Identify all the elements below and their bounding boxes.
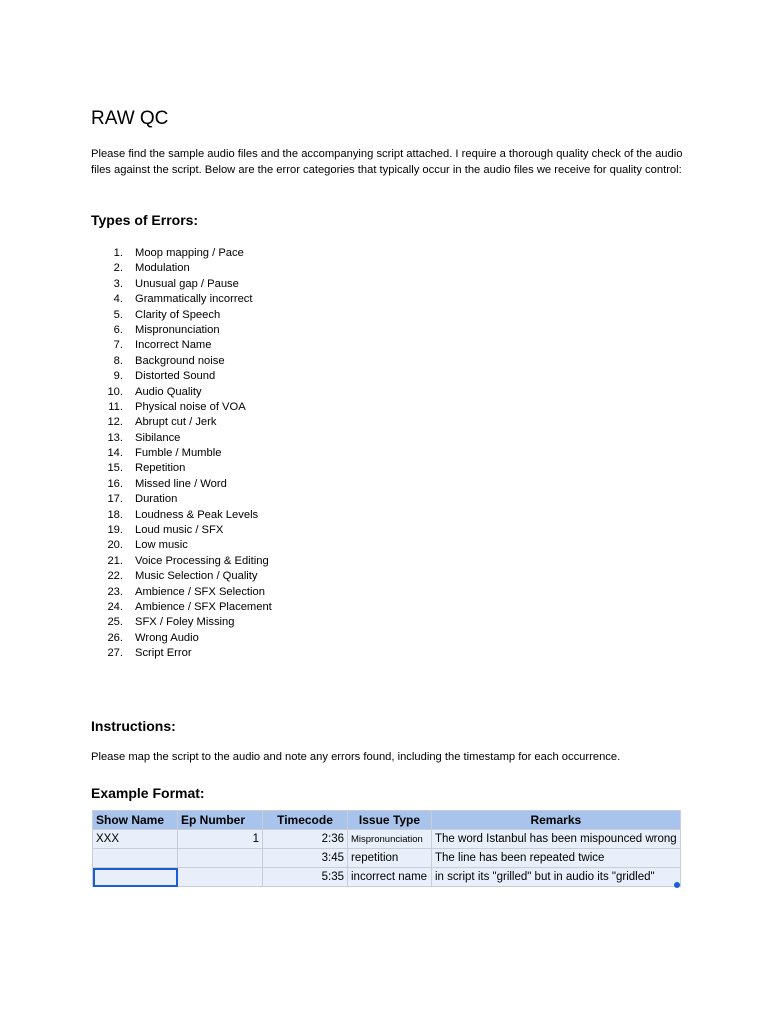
cell-remarks[interactable]: The word Istanbul has been mispounced wrong bbox=[432, 830, 681, 849]
cell-issue-type[interactable]: incorrect name bbox=[348, 868, 432, 887]
list-item-label: Abrupt cut / Jerk bbox=[135, 416, 217, 429]
table-header-row bbox=[93, 811, 681, 830]
list-item-label: Ambience / SFX Selection bbox=[135, 585, 265, 598]
header-show-name[interactable]: Show Name bbox=[93, 811, 178, 830]
list-item-number: 22. bbox=[107, 570, 123, 583]
header-issue-type[interactable]: Issue Type bbox=[348, 811, 432, 830]
list-item-number: 17. bbox=[107, 493, 123, 506]
list-item-number: 4. bbox=[113, 293, 123, 306]
list-item-label: Low music bbox=[135, 539, 188, 552]
cell-ep-number[interactable] bbox=[178, 849, 263, 868]
list-item-label: Voice Processing & Editing bbox=[135, 554, 269, 567]
list-item-number: 21. bbox=[107, 554, 123, 567]
list-item-number: 16. bbox=[107, 477, 123, 490]
list-item-number: 14. bbox=[107, 447, 123, 460]
list-item-label: Audio Quality bbox=[135, 385, 202, 398]
cell-ep-number[interactable] bbox=[178, 868, 263, 887]
list-item-label: Background noise bbox=[135, 354, 225, 367]
list-item-number: 1. bbox=[113, 247, 123, 259]
cell-show-name[interactable] bbox=[93, 849, 178, 868]
list-item-number: 26. bbox=[107, 631, 123, 644]
list-item-label: Duration bbox=[135, 493, 178, 506]
cell-timecode[interactable]: 5:35 bbox=[263, 868, 348, 887]
list-item-number: 3. bbox=[113, 277, 123, 290]
instructions-text: Please map the script to the audio and note any errors found, including the timestamp for each occurrence. bbox=[91, 751, 621, 763]
list-item-number: 2. bbox=[113, 262, 123, 275]
list-item-label: Physical noise of VOA bbox=[135, 400, 246, 413]
cell-remarks[interactable]: The line has been repeated twice bbox=[432, 849, 681, 868]
example-table bbox=[92, 810, 681, 887]
cell-ep-number[interactable]: 1 bbox=[178, 830, 263, 849]
list-item-number: 27. bbox=[107, 647, 123, 660]
list-item-number: 11. bbox=[108, 400, 123, 413]
list-item-label: Loudness & Peak Levels bbox=[135, 508, 259, 521]
page-title: RAW QC bbox=[91, 108, 169, 129]
list-item-label: Incorrect Name bbox=[135, 339, 212, 352]
list-item-number: 13. bbox=[107, 431, 123, 444]
list-item-number: 15. bbox=[107, 462, 123, 475]
list-item-number: 12. bbox=[107, 416, 123, 429]
table-row bbox=[93, 830, 681, 849]
list-item-number: 6. bbox=[113, 323, 123, 336]
instructions-heading: Instructions: bbox=[91, 718, 176, 734]
list-item-number: 24. bbox=[107, 600, 123, 613]
cell-issue-type[interactable]: Mispronunciation bbox=[348, 830, 432, 849]
header-timecode[interactable]: Timecode bbox=[263, 811, 348, 830]
header-remarks[interactable]: Remarks bbox=[432, 811, 681, 830]
list-item-label: Ambience / SFX Placement bbox=[135, 600, 272, 613]
list-item-label: Distorted Sound bbox=[135, 370, 216, 383]
cell-remarks[interactable]: in script its "grilled" but in audio its "gridled" bbox=[432, 868, 681, 887]
list-item-number: 5. bbox=[113, 308, 123, 321]
list-item-number: 25. bbox=[107, 616, 123, 629]
list-item-label: Loud music / SFX bbox=[135, 524, 224, 537]
example-heading: Example Format: bbox=[91, 785, 205, 801]
types-heading: Types of Errors: bbox=[91, 212, 199, 228]
list-item-number: 7. bbox=[113, 339, 123, 352]
list-item-label: SFX / Foley Missing bbox=[135, 616, 235, 629]
list-item-label: Wrong Audio bbox=[135, 631, 199, 644]
cell-timecode[interactable]: 3:45 bbox=[263, 849, 348, 868]
intro-paragraph: Please find the sample audio files and the accompanying script attached. I require a thorough quality check of the audio files against the script. Below are the error categories that typically occur in the audio files we receive for quality control: bbox=[91, 148, 683, 176]
list-item-label: Music Selection / Quality bbox=[135, 570, 258, 583]
list-item-label: Mispronunciation bbox=[135, 323, 220, 336]
header-ep-number[interactable]: Ep Number bbox=[178, 811, 263, 830]
list-item-label: Fumble / Mumble bbox=[135, 447, 222, 460]
list-item-label: Clarity of Speech bbox=[135, 308, 221, 321]
list-item-label: Script Error bbox=[135, 647, 192, 660]
list-item-label: Moop mapping / Pace bbox=[135, 247, 244, 259]
selection-handle-icon[interactable] bbox=[674, 882, 680, 888]
list-item-label: Repetition bbox=[135, 462, 186, 475]
list-item-label: Modulation bbox=[135, 262, 190, 275]
list-item-number: 23. bbox=[107, 585, 123, 598]
list-item-label: Grammatically incorrect bbox=[135, 293, 253, 306]
table-row bbox=[93, 868, 681, 887]
cell-issue-type[interactable]: repetition bbox=[348, 849, 432, 868]
cell-show-name-selected[interactable] bbox=[93, 868, 178, 887]
cell-show-name[interactable]: XXX bbox=[93, 830, 178, 849]
list-item-number: 9. bbox=[113, 370, 123, 383]
table-row bbox=[93, 849, 681, 868]
list-item-label: Missed line / Word bbox=[135, 477, 227, 490]
list-item-label: Unusual gap / Pause bbox=[135, 277, 239, 290]
list-item-number: 19. bbox=[107, 524, 123, 537]
list-item-number: 10. bbox=[107, 385, 123, 398]
list-item-label: Sibilance bbox=[135, 431, 181, 444]
cell-timecode[interactable]: 2:36 bbox=[263, 830, 348, 849]
list-item-number: 18. bbox=[107, 508, 123, 521]
list-item-number: 20. bbox=[107, 539, 123, 552]
list-item-number: 8. bbox=[113, 354, 123, 367]
